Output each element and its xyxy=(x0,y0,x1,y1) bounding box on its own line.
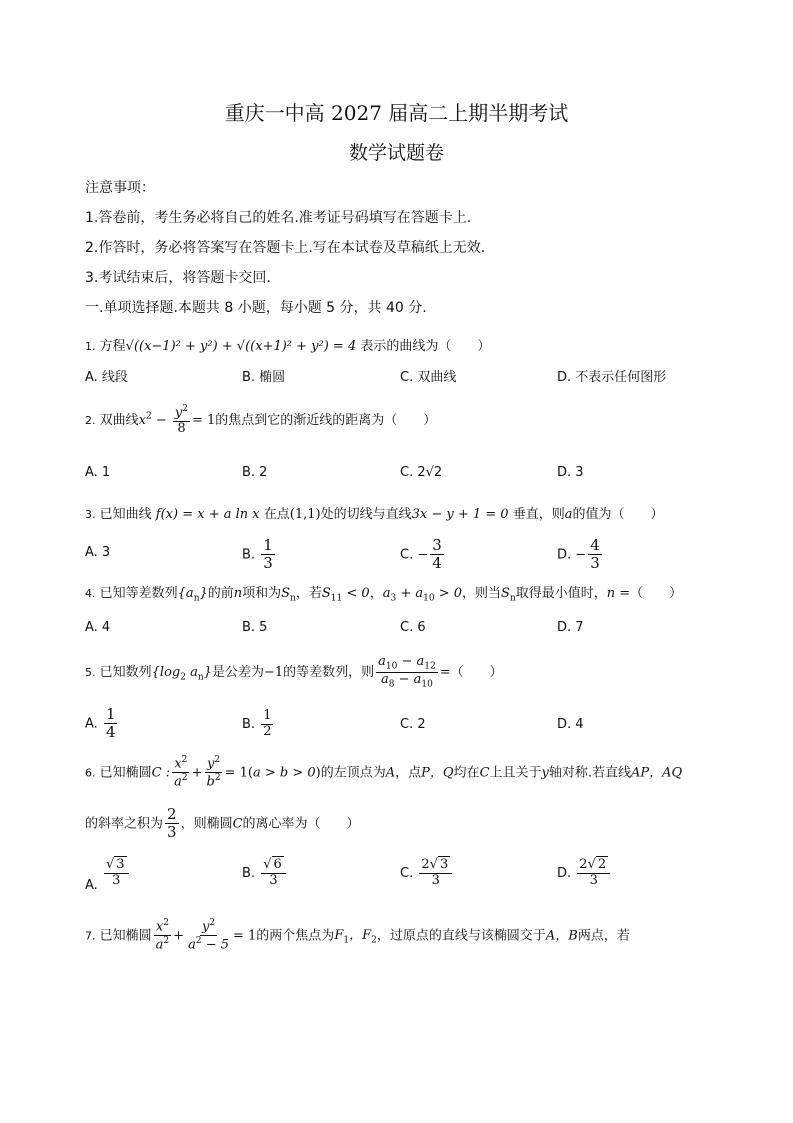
section-heading: 一.单项选择题.本题共 8 小题，每小题 5 分，共 40 分. xyxy=(85,300,427,316)
question-number: 2. xyxy=(85,414,96,428)
question-1 xyxy=(85,335,490,354)
option-c: C. $\frac{2√ 3}{3}$ xyxy=(400,858,454,889)
question-7: 7. 已知椭圆 $\frac{x^2}{a^2}$ + $\frac{y^2}{a^2 - 5}$ = 1的两个焦点为$F_1$，$F_2$，过原点的直线与该椭圆交于A，B两点，若 xyxy=(85,918,630,953)
question-2: 2. 双曲线$x^2$ − $\frac{y^2}{8}$ = 1的焦点到它的渐近线的距离为（ ） xyxy=(85,404,437,437)
question-number: 5. xyxy=(85,665,96,679)
question-4: 4. 已知等差数列$\{a_n\}$的前n项和为$S_n$，若$S_{11} < 0$，$a_3 + a_{10} > 0$，则当$S_n$取得最小值时，n =（ ） xyxy=(85,586,683,604)
exam-title: 重庆一中高 2027 届高二上期半期考试 xyxy=(224,101,569,125)
option-c: C. − $\frac{3}{4}$ xyxy=(400,536,442,573)
option-a: A. 4 xyxy=(85,620,111,635)
question-prefix: 方程 xyxy=(99,339,126,354)
question-5: 5. 已知数列{$\log_2$ $a_n$}是公差为−1的等差数列，则 $\frac{a_{10} - a_{12}}{a_8 - a_{10}}$ =（ ） xyxy=(85,654,503,690)
question-prefix: 已知椭圆 xyxy=(99,765,152,781)
question-formula: $x^2$ − xyxy=(138,411,171,429)
option-c: C. 6 xyxy=(400,620,426,635)
question-number: 6. xyxy=(85,766,96,780)
question-number: 7. xyxy=(85,929,96,943)
option-c: C. 双曲线 xyxy=(400,370,457,385)
question-prefix: 已知数列 xyxy=(99,664,152,680)
option-d: D. − $\frac{4}{3}$ xyxy=(557,536,600,573)
note-item-1: 1.答卷前，考生务必将自己的姓名.准考证号码填写在答题卡上. xyxy=(85,210,472,226)
option-d: D. 3 xyxy=(557,465,584,480)
question-formula: √((x−1)² + y²) + √((x+1)² + y²) = 4 xyxy=(125,339,357,354)
question-suffix: 表示的曲线为（ ） xyxy=(360,339,491,354)
question-3: 3. 已知曲线 f(x) = x + a ln x 在点(1,1)处的切线与直线3x − y + 1 = 0 垂直，则a的值为（ ） xyxy=(85,507,664,522)
option-b: B. $\frac{1}{2}$ xyxy=(242,708,272,739)
option-a: A. $\frac{1}{4}$ xyxy=(85,705,116,742)
option-c: C. 2√2 xyxy=(400,465,443,480)
question-6: 6. 已知椭圆C : $\frac{x^2}{a^2}$ + $\frac{y^2}{b^2}$ = 1(a > b > 0)的左顶点为A，点P，Q均在C上且关于y轴对称.若直线AP，AQ xyxy=(85,755,683,790)
question-number: 1. xyxy=(85,340,96,353)
question-6-line-2: 的斜率之积为 $\frac{2}{3}$ ，则椭圆C的离心率为（ ） xyxy=(85,805,360,842)
option-b: B. $\frac{1}{3}$ xyxy=(242,536,273,573)
fraction: $\frac{y^2}{8}$ xyxy=(174,404,188,437)
question-prefix: 已知曲线 xyxy=(99,507,152,522)
option-b: B. 5 xyxy=(242,620,268,635)
question-suffix: 的焦点到它的渐近线的距离为（ ） xyxy=(215,413,437,429)
question-number: 3. xyxy=(85,508,96,521)
question-prefix: 双曲线 xyxy=(99,413,139,429)
question-prefix: 已知椭圆 xyxy=(99,928,152,944)
option-a: A. 线段 xyxy=(85,370,128,385)
option-d: D. $\frac{2√ 2}{3}$ xyxy=(557,858,612,889)
option-b: B. 2 xyxy=(242,465,268,480)
note-item-3: 3.考试结束后，将答题卡交回. xyxy=(85,270,271,286)
option-a: A. 3 xyxy=(85,545,111,560)
note-item-2: 2.作答时，务必将答案写在答题卡上.写在本试卷及草稿纸上无效. xyxy=(85,240,486,256)
option-b: B. $\frac{√ 6}{3}$ xyxy=(242,858,288,889)
option-d: D. 7 xyxy=(557,620,584,635)
option-d: D. 不表示任何图形 xyxy=(557,370,667,385)
question-number: 4. xyxy=(85,587,96,600)
exam-subtitle: 数学试题卷 xyxy=(348,142,444,164)
option-c: C. 2 xyxy=(400,717,426,732)
option-a: A. $\frac{√ 3}{3}$ xyxy=(85,858,131,889)
option-a: A. 1 xyxy=(85,465,111,480)
option-d: D. 4 xyxy=(557,717,584,732)
notes-heading: 注意事项： xyxy=(85,180,155,196)
option-b: B. 椭圆 xyxy=(242,370,286,385)
question-prefix: 已知等差数列 xyxy=(99,586,178,601)
